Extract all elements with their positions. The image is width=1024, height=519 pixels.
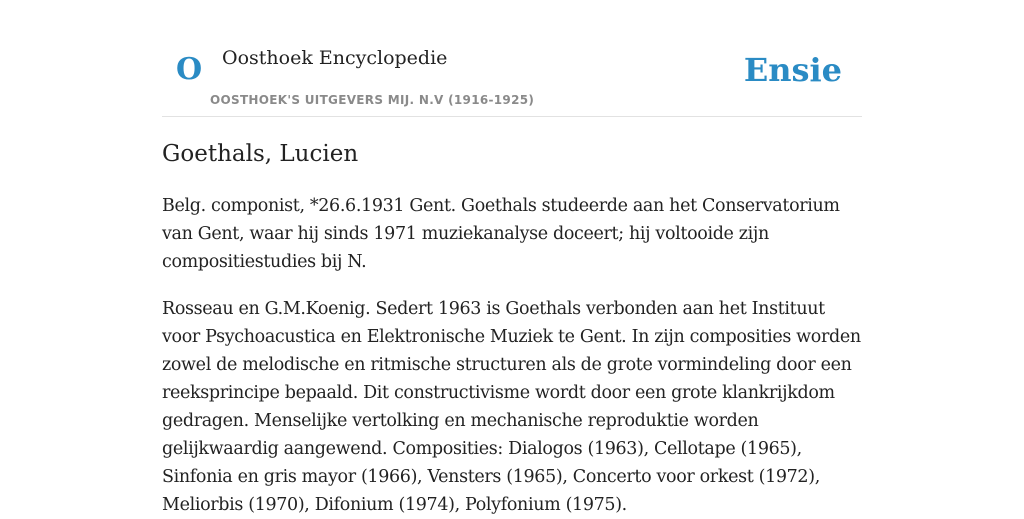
article-paragraph: Rosseau en G.M.Koenig. Sedert 1963 is Goethals verbonden aan het Instituut voor Psychoacustica en Elektronische Muziek te Gent. In zijn composities worden zowel de melodische en ritmische structuren als de grote vormindeling door een reeksprincipe bepaald. Dit constructivisme wordt door een grote klankrijkdom gedragen. Menselijke vertolking en mechanische reproduktie worden gelijkwaardig aangewend. Composities: Dialogos (1963), Cellotape (1965), Sinfonia en gris mayor (1966), Vensters (1965), Concerto voor orkest (1972), Meliorbis (1970), Difonium (1974), Polyfonium (1975). <box>162 299 861 515</box>
article-paragraph: Belg. componist, *26.6.1931 Gent. Goethals studeerde aan het Conservatorium van Gent, waar hij sinds 1971 muziekanalyse doceert; hij voltooide zijn compositiestudies bij N. <box>162 196 840 272</box>
publication-title[interactable]: Oosthoek Encyclopedie <box>222 47 448 69</box>
site-header <box>162 28 862 117</box>
article-title: Goethals, Lucien <box>162 141 359 167</box>
article <box>162 138 864 519</box>
publisher-subtitle: OOSTHOEK'S UITGEVERS MIJ. N.V (1916-1925) <box>210 93 535 107</box>
ensie-logo[interactable]: Ensie <box>743 51 842 89</box>
publisher-logo-icon[interactable]: O <box>176 52 203 87</box>
